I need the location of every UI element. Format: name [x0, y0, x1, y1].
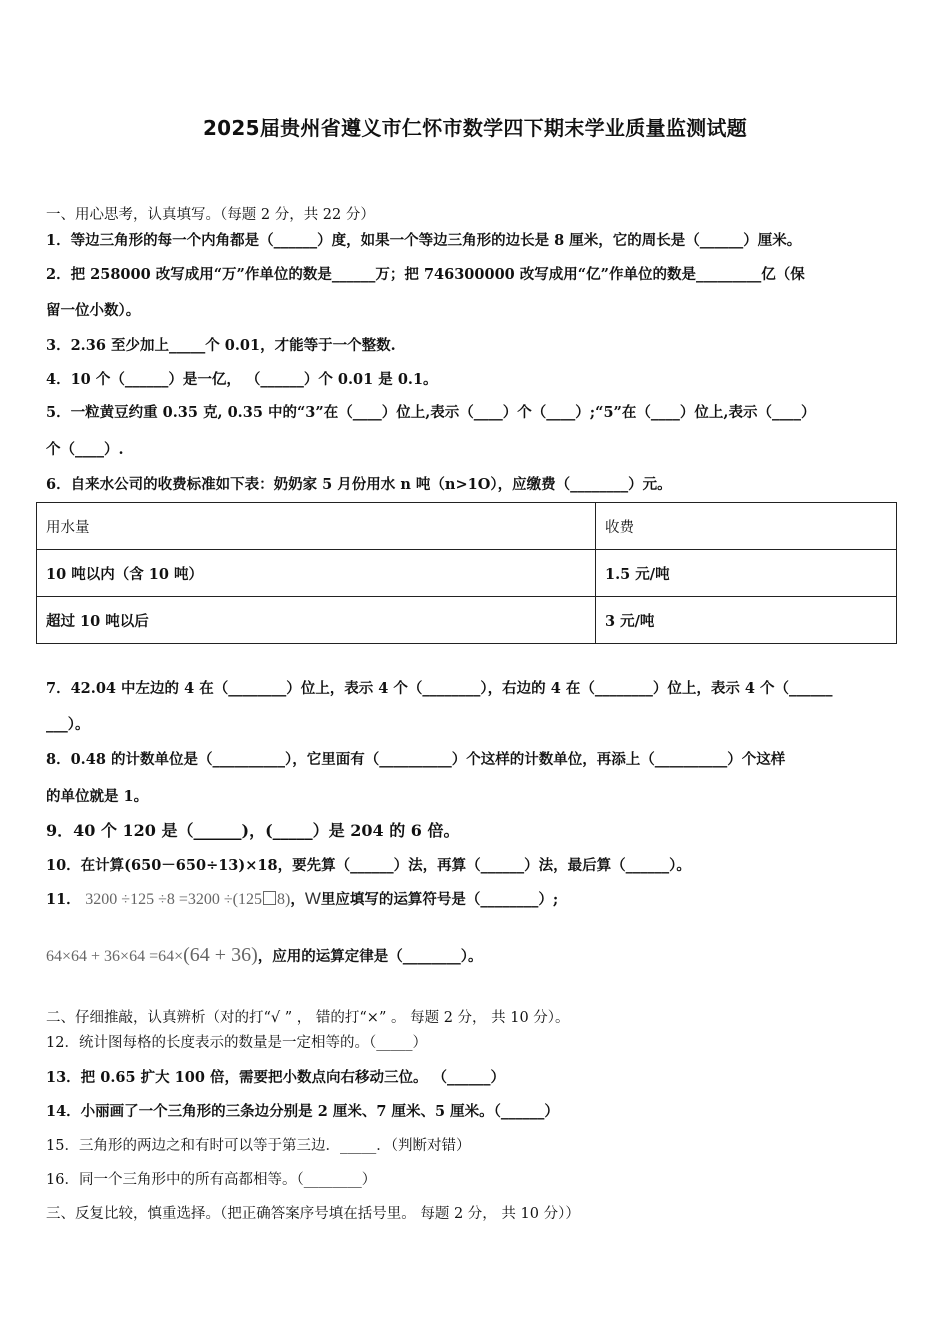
question-11 [46, 888, 558, 909]
question-12: 12．统计图每格的长度表示的数量是一定相等的。（_____） [46, 1035, 427, 1051]
question-11-part-2-text: ，应用的运算定律是（________）。 [257, 948, 483, 965]
table-cell: 3 元/吨 [596, 597, 897, 644]
expression-part: 3200 ÷125 ÷8 =3200 ÷(125 [85, 891, 262, 908]
question-1: 1．等边三角形的每一个内角都是（______）度，如果一个等边三角形的边长是 8 厘米，它的周长是（______）厘米。 [46, 232, 802, 249]
question-11-number: 11． [46, 891, 81, 908]
question-11-text: 里应填写的运算符号是（________）; [320, 891, 559, 908]
table-header-row [37, 503, 897, 550]
comma: ， [290, 891, 305, 908]
question-2-line-1: 2．把 258000 改写成用“万”作单位的数是______万；把 746300000 改写成用“亿”作单位的数是_________亿（保 [46, 266, 805, 283]
distributive-expression [46, 944, 258, 966]
page-title: 2025届贵州省遵义市仁怀市数学四下期末学业质量监测试题 [202, 116, 748, 140]
question-16: 16．同一个三角形中的所有高都相等。（________） [46, 1172, 377, 1188]
table-row [37, 597, 897, 644]
table-cell: 1.5 元/吨 [596, 550, 897, 597]
question-3: 3．2.36 至少加上_____个 0.01，才能等于一个整数. [46, 337, 396, 354]
question-8-line-2: 的单位就是 1。 [46, 788, 149, 805]
question-11-part-2 [46, 944, 482, 967]
table-row [37, 550, 897, 597]
water-fee-table [36, 502, 897, 644]
expression-part: 64×64 + 36×64 =64× [46, 948, 184, 965]
question-13: 13．把 0.65 扩大 100 倍，需要把小数点向右移动三位。 （______） [46, 1069, 505, 1086]
question-5-line-2: 个（____）. [46, 441, 124, 458]
table-header-cell: 收费 [596, 503, 897, 550]
expression-part: 8) [277, 891, 291, 908]
section-1-heading: 一、用心思考，认真填写。（每题 2 分，共 22 分） [46, 207, 375, 223]
question-10: 10．在计算(650－650÷13)×18，要先算（______）法，再算（______）法，最后算（______）。 [46, 857, 691, 874]
table-cell: 超过 10 吨以后 [37, 597, 596, 644]
section-2-heading: 二、仔细推敲，认真辨析（对的打“√ ” ， 错的打“×” 。 每题 2 分， 共 10 分）。 [46, 1010, 570, 1026]
question-6: 6．自来水公司的收费标准如下表：奶奶家 5 月份用水 n 吨（n>1O），应缴费（________）元。 [46, 476, 672, 493]
table-cell: 10 吨以内（含 10 吨） [37, 550, 596, 597]
table-header-cell: 用水量 [37, 503, 596, 550]
question-15: 15．三角形的两边之和有时可以等于第三边．_____．（判断对错） [46, 1138, 471, 1154]
question-7-line-1: 7．42.04 中左边的 4 在（________）位上，表示 4 个（________），右边的 4 在（________）位上，表示 4 个（______ [46, 680, 833, 697]
section-3-heading: 三、反复比较，慎重选择。（把正确答案序号填在括号里。 每题 2 分， 共 10 分）） [46, 1206, 580, 1222]
question-9: 9．40 个 120 是（______)，(_____）是 204 的 6 倍。 [46, 821, 460, 840]
question-14: 14．小丽画了一个三角形的三条边分别是 2 厘米、7 厘米、5 厘米。（______） [46, 1103, 559, 1120]
question-2-line-2: 留一位小数）。 [46, 302, 141, 319]
blank-box-icon [263, 891, 276, 905]
question-7-line-2: ___）。 [46, 716, 90, 733]
expression-part: (64 + 36) [183, 944, 258, 966]
w-symbol: W [304, 889, 321, 908]
question-5-line-1: 5．一粒黄豆约重 0.35 克, 0.35 中的“3”在（____）位上,表示（____）个（____）;“5”在（____）位上,表示（____） [46, 404, 816, 421]
question-8-line-1: 8．0.48 的计数单位是（__________），它里面有（__________）个这样的计数单位，再添上（__________）个这样 [46, 751, 786, 768]
question-4: 4．10 个（______）是一亿， （______）个 0.01 是 0.1。 [46, 371, 438, 388]
question-11-expression [85, 891, 290, 908]
